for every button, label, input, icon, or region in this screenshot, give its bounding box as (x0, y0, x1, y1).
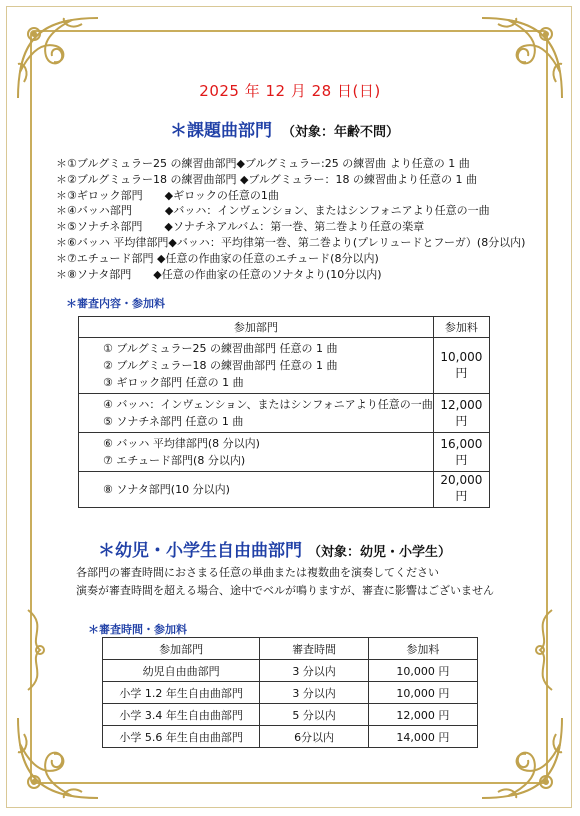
list-item: ＊⑦エチュード部門 ◆任意の作曲家の任意のエチュード(8分以内) (56, 251, 379, 265)
table-cell-categories (79, 433, 434, 472)
table-cell: 5 分以内 (260, 704, 368, 726)
table-cell: 小学 3.4 年生自由曲部門 (103, 704, 260, 726)
table-cell-fee: 12,000 円 (433, 394, 489, 433)
section1-category-list (56, 156, 525, 282)
corner-ornament-icon (476, 712, 568, 804)
table-row (103, 704, 478, 726)
category-line: ⑥ バッハ 平均律部門(8 分以内) (103, 437, 260, 450)
table-header-cell: 審査時間 (260, 638, 368, 660)
table-cell: 14,000 円 (368, 726, 477, 748)
side-ornament-icon (520, 605, 560, 695)
list-item: ＊⑤ソナチネ部門 ◆ソナチネアルバム：第一巻、第二巻より任意の楽章 (56, 220, 425, 234)
table-row (79, 394, 490, 433)
table-cell-categories (79, 472, 434, 508)
table-header-cell: 参加部門 (103, 638, 260, 660)
table-cell: 小学 1.2 年生自由曲部門 (103, 682, 260, 704)
table-cell: 10,000 円 (368, 660, 477, 682)
category-line: ② ブルグミュラー18 の練習曲部門 任意の 1 曲 (103, 359, 338, 372)
table-cell: 6分以内 (260, 726, 368, 748)
table-header-row (103, 638, 478, 660)
list-item: ＊④バッハ部門 ◆バッハ：インヴェンション、またはシンフォニアより任意の一曲 (56, 204, 490, 218)
table-row (103, 682, 478, 704)
section2-fee-heading: ＊審査時間・参加料 (88, 623, 187, 636)
table-row (79, 472, 490, 508)
category-line: ⑤ ソナチネ部門 任意の 1 曲 (103, 415, 244, 428)
side-ornament-icon (20, 605, 60, 695)
section1-heading (170, 116, 399, 141)
section2-subtitle: （対象：幼児・小学生） (308, 545, 452, 560)
table-cell-categories (79, 394, 434, 433)
table-cell-fee: 20,000 円 (433, 472, 489, 508)
table-header-row (79, 317, 490, 338)
table-row (103, 660, 478, 682)
table-header-cell: 参加料 (368, 638, 477, 660)
table-cell-fee: 10,000 円 (433, 338, 489, 394)
corner-ornament-icon (12, 712, 104, 804)
section1-title: ＊課題曲部門 (170, 121, 272, 141)
section1-fee-heading: ＊審査内容・参加料 (66, 297, 165, 310)
category-line: ③ ギロック部門 任意の 1 曲 (103, 376, 244, 389)
list-item: ＊⑥バッハ 平均律部門◆バッハ：平均律第一巻、第二巻より(プレリュードとフーガ）(8分以内) (56, 235, 526, 249)
table-row (103, 726, 478, 748)
table-header-cell: 参加料 (433, 317, 489, 338)
list-item: ＊①ブルグミュラー25 の練習曲部門◆ブルグミュラー:25 の練習曲 より任意の 1 曲 (56, 157, 470, 170)
category-line: ① ブルグミュラー25 の練習曲部門 任意の 1 曲 (103, 342, 338, 355)
description-line: 各部門の審査時間におさまる任意の単曲または複数曲を演奏してください (76, 566, 439, 579)
description-line: 演奏が審査時間を超える場合、途中でベルが鳴りますが、審査に影響はございません (76, 584, 494, 597)
table-cell-fee: 16,000 円 (433, 433, 489, 472)
table-cell-categories (79, 338, 434, 394)
table-cell: 12,000 円 (368, 704, 477, 726)
section1-subtitle: （対象：年齢不問） (282, 125, 400, 140)
table-cell: 3 分以内 (260, 682, 368, 704)
table-row (79, 433, 490, 472)
table-cell: 10,000 円 (368, 682, 477, 704)
table-cell: 幼児自由曲部門 (103, 660, 260, 682)
category-line: ④ バッハ：インヴェンション、またはシンフォニアより任意の一曲 (103, 398, 433, 411)
section2-title: ＊幼児・小学生自由曲部門 (98, 541, 302, 561)
table-cell: 小学 5.6 年生自由曲部門 (103, 726, 260, 748)
category-line: ⑦ エチュード部門(8 分以内) (103, 454, 246, 467)
table-header-cell: 参加部門 (79, 317, 434, 338)
event-date: 2025 年 12 月 28 日(日) (199, 82, 381, 100)
list-item: ＊③ギロック部門 ◆ギロックの任意の1曲 (56, 188, 279, 202)
section2-heading (98, 536, 451, 561)
table-cell: 3 分以内 (260, 660, 368, 682)
list-item: ＊②ブルグミュラー18 の練習曲部門 ◆ブルグミュラー：18 の練習曲より任意の 1 曲 (56, 172, 478, 186)
table-row (79, 338, 490, 394)
section2-fee-table (102, 637, 478, 748)
category-line: ⑧ ソナタ部門(10 分以内) (103, 483, 230, 496)
list-item: ＊⑧ソナタ部門 ◆任意の作曲家の任意のソナタより(10分以内) (56, 267, 382, 281)
section1-fee-table (78, 316, 490, 508)
section2-description (76, 564, 494, 600)
